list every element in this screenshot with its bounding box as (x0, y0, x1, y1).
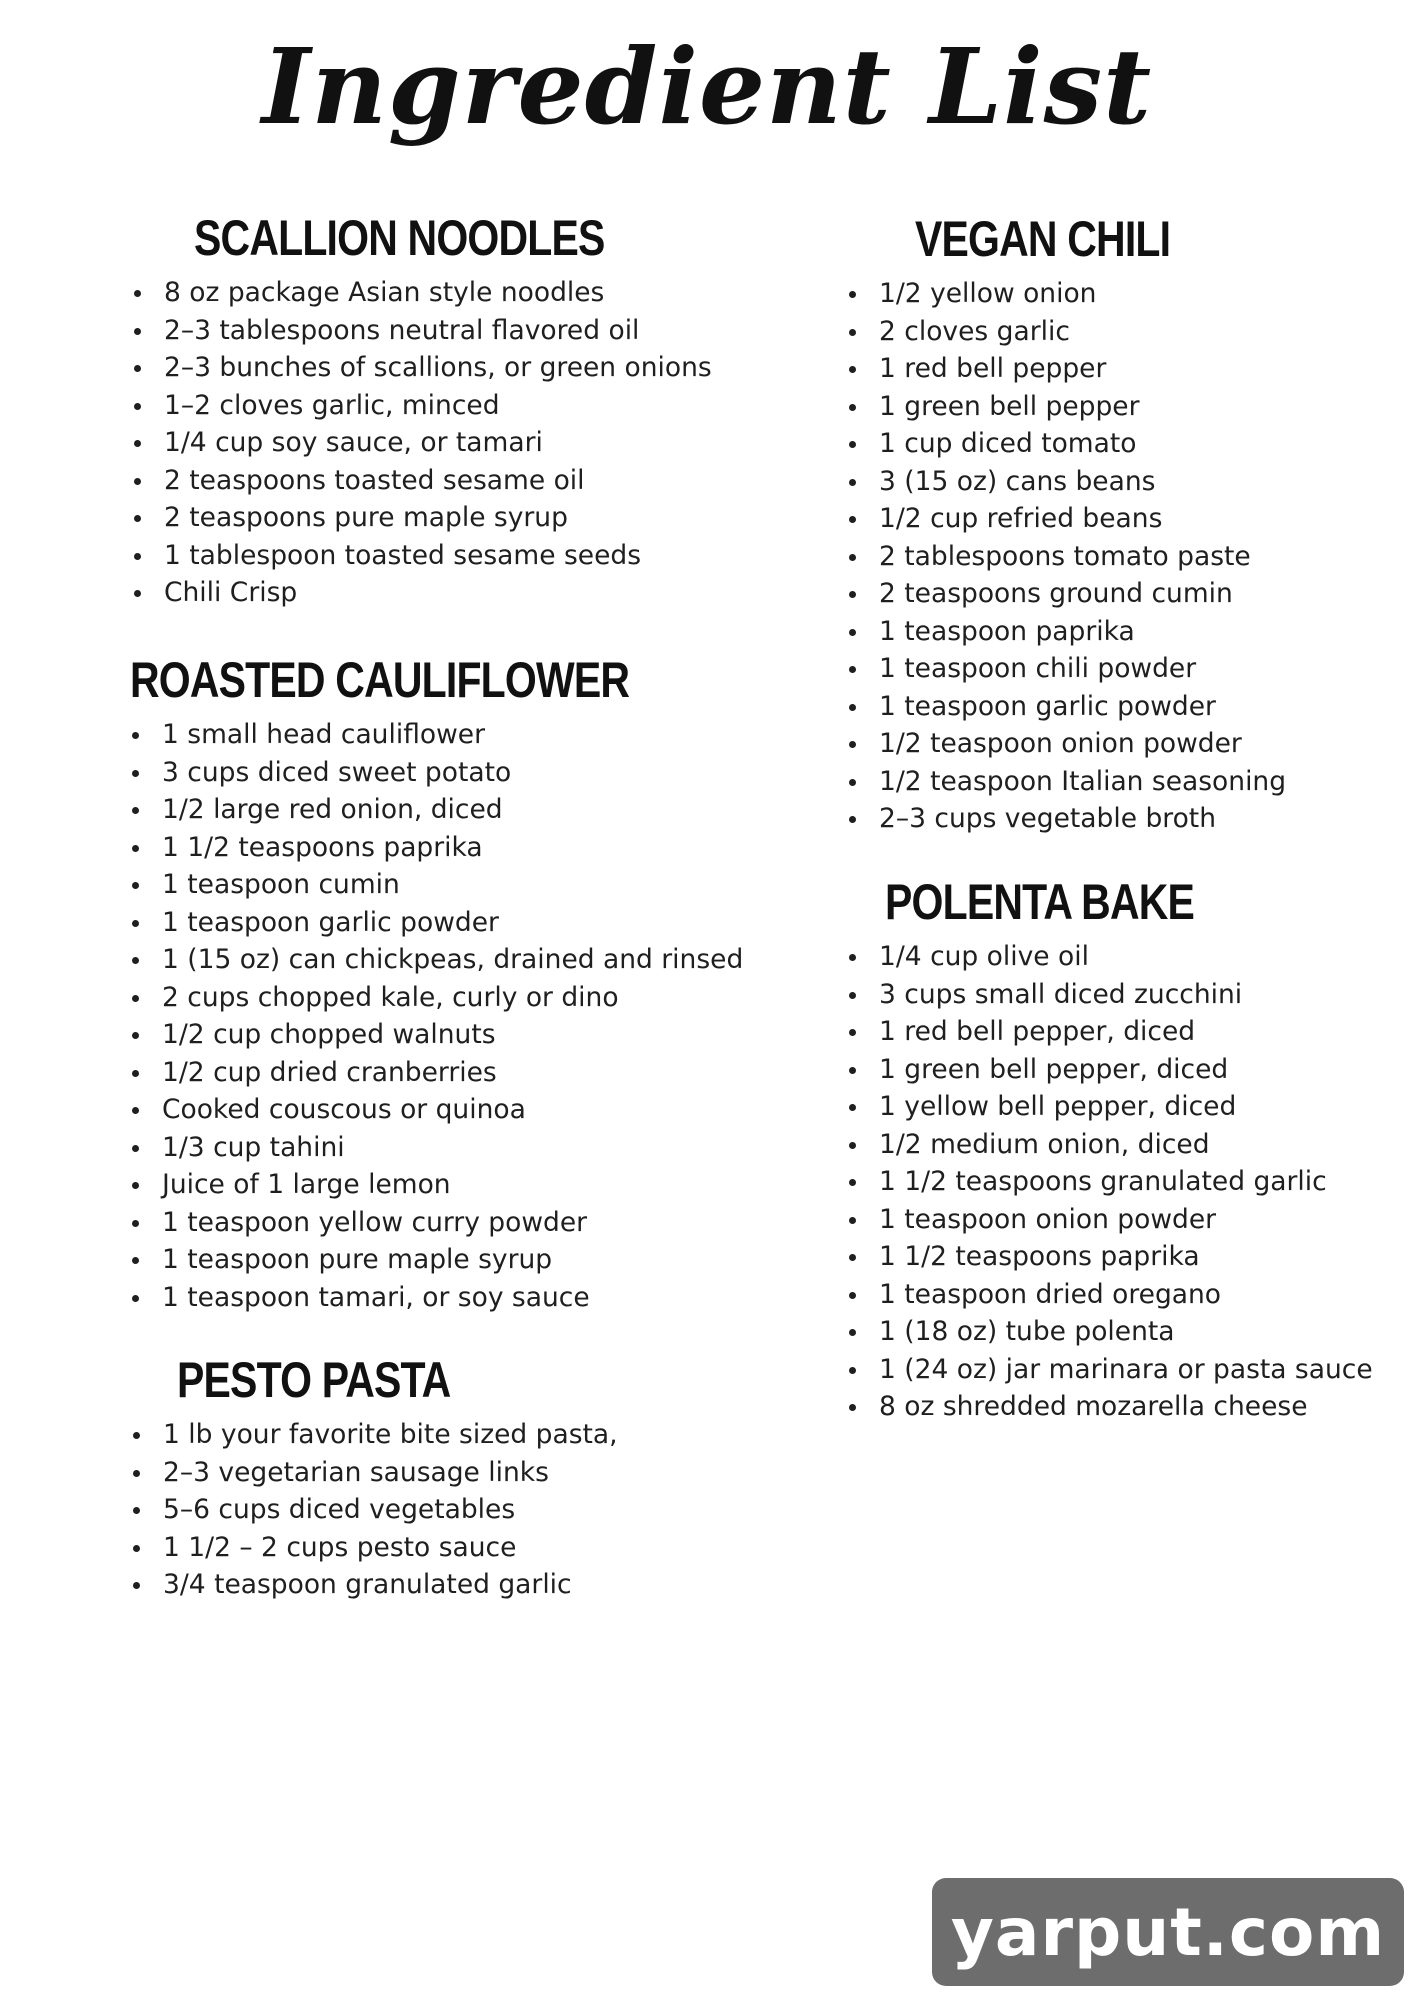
section-polenta-bake (847, 870, 1373, 1426)
ingredient-item: 1/4 cup soy sauce, or tamari (132, 424, 712, 462)
section-scallion-noodles (132, 206, 712, 612)
ingredient-item: 2 teaspoons ground cumin (847, 575, 1286, 613)
ingredient-item: 1 small head cauliflower (130, 716, 743, 754)
ingredient-item: 1 1/2 – 2 cups pesto sauce (131, 1529, 618, 1567)
watermark-badge (932, 1878, 1404, 1986)
section-heading: POLENTA BAKE (885, 874, 1195, 930)
ingredient-item: Juice of 1 large lemon (130, 1166, 743, 1204)
section-heading: SCALLION NOODLES (194, 210, 605, 266)
ingredient-item: 2 cups chopped kale, curly or dino (130, 979, 743, 1017)
ingredient-item: 1 teaspoon onion powder (847, 1201, 1373, 1239)
page-title: Ingredient List (261, 25, 1153, 148)
ingredient-item: 2 cloves garlic (847, 313, 1286, 351)
ingredient-item: 1 teaspoon garlic powder (130, 904, 743, 942)
ingredient-item: 2–3 vegetarian sausage links (131, 1454, 618, 1492)
ingredient-list (131, 1416, 618, 1604)
ingredient-item: 8 oz shredded mozarella cheese (847, 1388, 1373, 1426)
section-heading: ROASTED CAULIFLOWER (130, 652, 630, 708)
ingredient-item: 2 teaspoons toasted sesame oil (132, 462, 712, 500)
ingredient-item: 3 cups small diced zucchini (847, 976, 1373, 1014)
ingredient-list (132, 274, 712, 612)
ingredient-item: 2 teaspoons pure maple syrup (132, 499, 712, 537)
ingredient-item: 1 1/2 teaspoons paprika (130, 829, 743, 867)
ingredient-item: 1 teaspoon pure maple syrup (130, 1241, 743, 1279)
ingredient-item: 1 tablespoon toasted sesame seeds (132, 537, 712, 575)
ingredient-item: Cooked couscous or quinoa (130, 1091, 743, 1129)
ingredient-item: 2–3 tablespoons neutral flavored oil (132, 312, 712, 350)
ingredient-item: 1/2 teaspoon Italian seasoning (847, 763, 1286, 801)
ingredient-item: 3 cups diced sweet potato (130, 754, 743, 792)
ingredient-item: 1 teaspoon chili powder (847, 650, 1286, 688)
ingredient-item: 1 teaspoon garlic powder (847, 688, 1286, 726)
ingredient-item: 8 oz package Asian style noodles (132, 274, 712, 312)
ingredient-item: 1 green bell pepper, diced (847, 1051, 1373, 1089)
ingredient-list (130, 716, 743, 1316)
ingredient-item: 1 1/2 teaspoons paprika (847, 1238, 1373, 1276)
ingredient-item: 1/2 large red onion, diced (130, 791, 743, 829)
ingredient-item: 3/4 teaspoon granulated garlic (131, 1566, 618, 1604)
ingredient-item: 1/2 cup dried cranberries (130, 1054, 743, 1092)
ingredient-list (847, 938, 1373, 1426)
ingredient-list (847, 275, 1286, 838)
ingredient-item: 1 lb your favorite bite sized pasta, (131, 1416, 618, 1454)
ingredient-item: 1 red bell pepper, diced (847, 1013, 1373, 1051)
section-heading: PESTO PASTA (177, 1352, 451, 1408)
ingredient-item: 1 teaspoon yellow curry powder (130, 1204, 743, 1242)
ingredient-item: 1/2 cup refried beans (847, 500, 1286, 538)
section-roasted-cauliflower (130, 648, 743, 1316)
ingredient-item: Chili Crisp (132, 574, 712, 612)
ingredient-item: 1/3 cup tahini (130, 1129, 743, 1167)
ingredient-item: 2–3 bunches of scallions, or green onions (132, 349, 712, 387)
ingredient-item: 1–2 cloves garlic, minced (132, 387, 712, 425)
ingredient-item: 5–6 cups diced vegetables (131, 1491, 618, 1529)
ingredient-item: 1/2 teaspoon onion powder (847, 725, 1286, 763)
ingredient-item: 1 teaspoon dried oregano (847, 1276, 1373, 1314)
ingredient-item: 1 1/2 teaspoons granulated garlic (847, 1163, 1373, 1201)
watermark-text: yarput.com (950, 1893, 1386, 1971)
ingredient-item: 1/2 cup chopped walnuts (130, 1016, 743, 1054)
ingredient-item: 1 red bell pepper (847, 350, 1286, 388)
section-heading: VEGAN CHILI (915, 211, 1171, 267)
ingredient-item: 1/2 medium onion, diced (847, 1126, 1373, 1164)
ingredient-item: 2–3 cups vegetable broth (847, 800, 1286, 838)
ingredient-item: 1 teaspoon tamari, or soy sauce (130, 1279, 743, 1317)
ingredient-item: 1 teaspoon cumin (130, 866, 743, 904)
ingredient-item: 1 cup diced tomato (847, 425, 1286, 463)
ingredient-item: 1 (18 oz) tube polenta (847, 1313, 1373, 1351)
ingredient-item: 1 (24 oz) jar marinara or pasta sauce (847, 1351, 1373, 1389)
ingredient-item: 1 yellow bell pepper, diced (847, 1088, 1373, 1126)
ingredient-item: 1/4 cup olive oil (847, 938, 1373, 976)
ingredient-item: 2 tablespoons tomato paste (847, 538, 1286, 576)
ingredient-item: 3 (15 oz) cans beans (847, 463, 1286, 501)
ingredient-item: 1/2 yellow onion (847, 275, 1286, 313)
ingredient-item: 1 (15 oz) can chickpeas, drained and rinsed (130, 941, 743, 979)
ingredient-item: 1 green bell pepper (847, 388, 1286, 426)
section-vegan-chili (847, 207, 1286, 838)
ingredient-item: 1 teaspoon paprika (847, 613, 1286, 651)
section-pesto-pasta (131, 1348, 618, 1604)
